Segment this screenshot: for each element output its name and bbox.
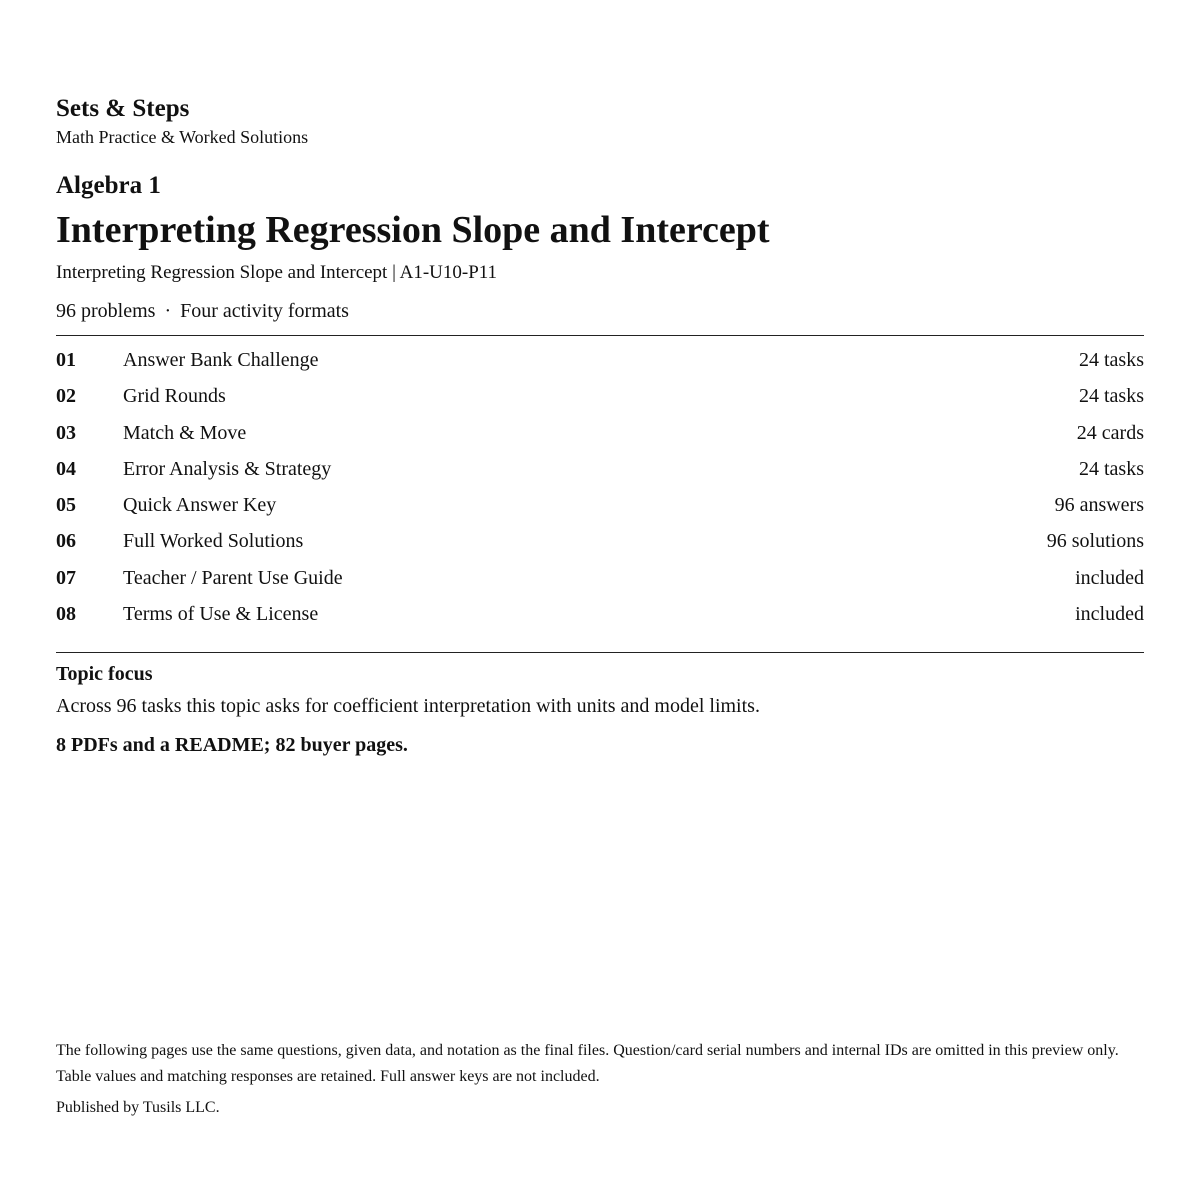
item-count: 24 tasks [1079, 457, 1144, 480]
item-number: 04 [56, 457, 76, 480]
item-count: 24 tasks [1079, 385, 1144, 408]
contents-row [56, 487, 1144, 523]
preview-disclaimer: The following pages use the same questions, given data, and notation as the final files. Question/card serial numbers and internal IDs are omitted in this preview only. Table values and matching responses are retained. Full answer keys are not included. [56, 1042, 1119, 1085]
topic-focus-heading: Topic focus [56, 663, 153, 685]
top-divider [56, 335, 1144, 336]
contents-list [56, 342, 1144, 632]
contents-row [56, 523, 1144, 559]
contents-row [56, 378, 1144, 414]
summary-line [56, 299, 349, 323]
summary-separator: · [164, 300, 172, 322]
item-number: 05 [56, 494, 76, 517]
page-subtitle: Interpreting Regression Slope and Intercept | A1-U10-P11 [56, 262, 498, 283]
item-label: Teacher / Parent Use Guide [123, 566, 343, 589]
item-count: 96 answers [1054, 494, 1144, 517]
item-number: 06 [56, 530, 76, 553]
item-label: Quick Answer Key [123, 494, 277, 517]
item-label: Terms of Use & License [123, 603, 319, 626]
item-label: Answer Bank Challenge [123, 349, 319, 371]
contents-row [56, 342, 1144, 378]
item-count: 24 tasks [1079, 349, 1144, 371]
brand-name: Sets & Steps [56, 95, 190, 122]
item-number: 03 [56, 421, 76, 444]
item-number: 01 [56, 349, 76, 371]
brand-tagline: Math Practice & Worked Solutions [56, 127, 309, 147]
item-label: Match & Move [123, 421, 247, 444]
contents-row [56, 451, 1144, 487]
preview-page [56, 0, 1144, 1200]
item-number: 08 [56, 603, 76, 626]
item-number: 07 [56, 566, 76, 589]
course-name: Algebra 1 [56, 172, 161, 199]
item-label: Error Analysis & Strategy [123, 457, 332, 480]
problem-count: 96 problems [56, 300, 156, 322]
publisher-line: Published by Tusils LLC. [56, 1099, 220, 1116]
item-count: 96 solutions [1046, 530, 1144, 553]
item-count: 24 cards [1076, 421, 1144, 444]
item-number: 02 [56, 385, 76, 408]
item-count: included [1075, 566, 1144, 589]
files-note: 8 PDFs and a README; 82 buyer pages. [56, 734, 408, 756]
contents-row [56, 560, 1144, 596]
item-label: Grid Rounds [123, 385, 226, 408]
item-count: included [1075, 603, 1144, 626]
bottom-divider [56, 652, 1144, 653]
contents-row [56, 596, 1144, 632]
format-count: Four activity formats [180, 300, 349, 322]
contents-row [56, 415, 1144, 451]
item-label: Full Worked Solutions [123, 530, 304, 553]
page-title: Interpreting Regression Slope and Intercept [56, 209, 770, 251]
topic-focus-text: Across 96 tasks this topic asks for coefficient interpretation with units and model limits. [56, 695, 760, 717]
